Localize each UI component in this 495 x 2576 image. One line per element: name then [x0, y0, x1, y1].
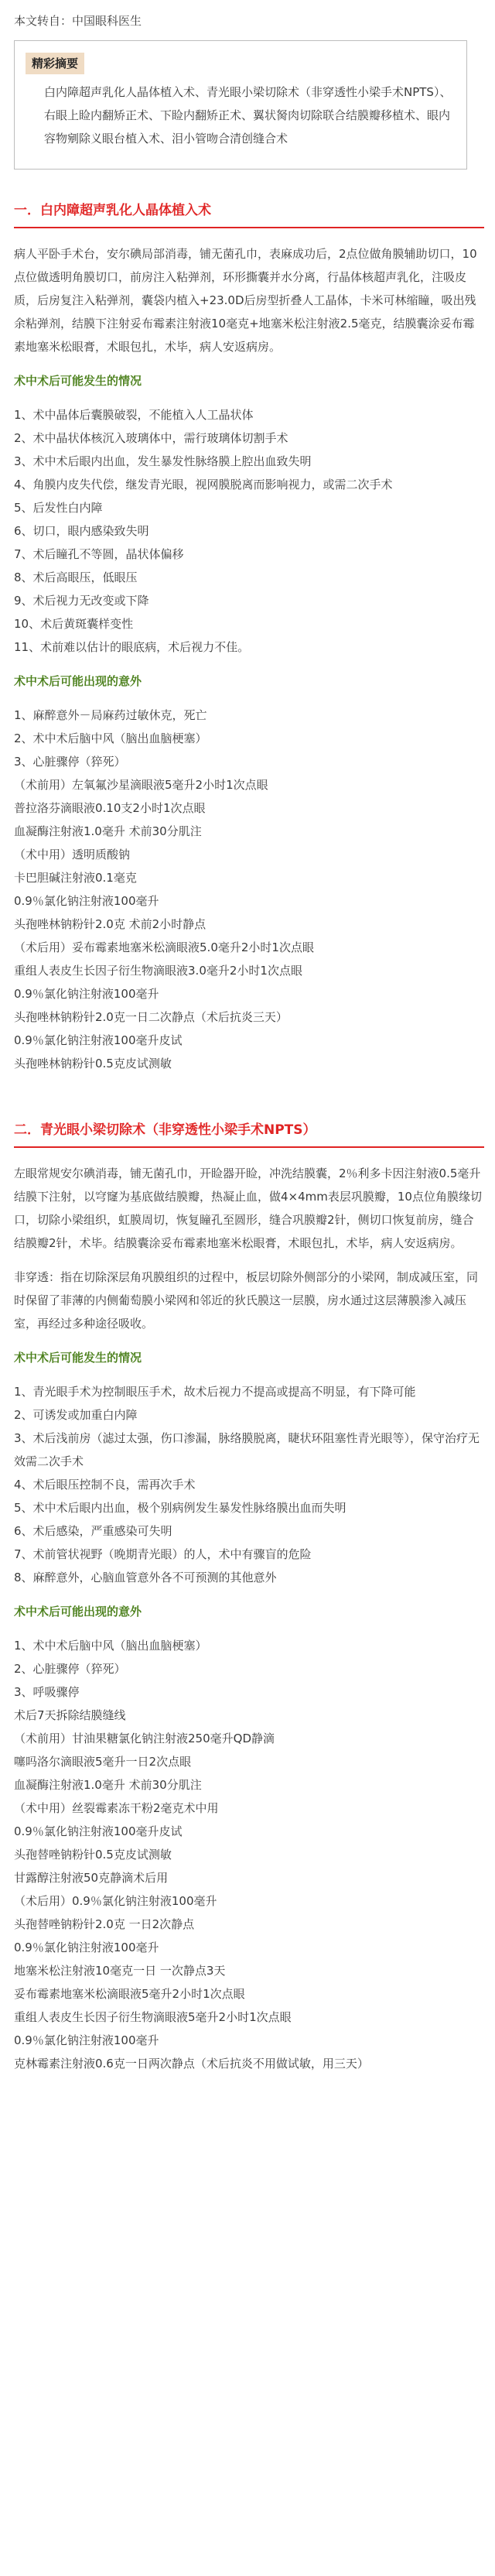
- list-item: 妥布霉素地塞米松滴眼液5毫升2小时1次点眼: [14, 1987, 245, 2001]
- list-item: 0.9％氯化钠注射液100毫升: [14, 2033, 159, 2047]
- section2-accident-heading: 术中术后可能出现的意外: [14, 1605, 142, 1619]
- section1-intraop-heading: 术中术后可能发生的情况: [14, 374, 142, 388]
- section2-intraop-list: [14, 1380, 484, 1589]
- list-item: （术前用）甘油果糖氯化钠注射液250毫升QD静滴: [14, 1732, 275, 1745]
- list-item: 血凝酶注射液1.0毫升 术前30分肌注: [14, 824, 202, 838]
- list-item: 5、后发性白内障: [14, 501, 103, 515]
- section2-heading: 二．青光眼小梁切除术（非穿透性小梁手术NPTS）: [14, 1122, 316, 1138]
- summary-title: 精彩摘要: [26, 53, 84, 74]
- list-item: （术后用）妥布霉素地塞米松滴眼液5.0毫升2小时1次点眼: [14, 940, 314, 954]
- list-item: 头孢唑林钠粉针2.0克一日二次静点（术后抗炎三天）: [14, 1010, 288, 1024]
- list-item: 3、呼吸骤停: [14, 1685, 80, 1699]
- list-item: （术中用）透明质酸钠: [14, 848, 131, 862]
- list-item: 头孢替唑钠粉针2.0克 一日2次静点: [14, 1917, 195, 1931]
- section1-accident-heading: 术中术后可能出现的意外: [14, 674, 142, 688]
- list-item: 0.9％氯化钠注射液100毫升皮试: [14, 1824, 183, 1838]
- list-item: 11、术前难以估计的眼底病，术后视力不佳。: [14, 640, 250, 654]
- list-item: 头孢替唑钠粉针0.5克皮试测敏: [14, 1848, 172, 1862]
- list-item: 重组人表皮生长因子衍生物滴眼液5毫升2小时1次点眼: [14, 2010, 292, 2024]
- list-item: 5、术中术后眼内出血，极个别病例发生暴发性脉络膜出血而失明: [14, 1501, 346, 1515]
- list-item: 3、术中术后眼内出血，发生暴发性脉络膜上腔出血致失明: [14, 454, 312, 468]
- list-item: 7、术后瞳孔不等圆，晶状体偏移: [14, 547, 184, 561]
- list-item: 3、心脏骤停（猝死）: [14, 755, 126, 769]
- list-item: 4、角膜内皮失代偿，继发青光眼，视网膜脱离而影响视力，或需二次手术: [14, 478, 393, 492]
- list-item: 术后7天拆除结膜缝线: [14, 1708, 126, 1722]
- section1-heading: 一．白内障超声乳化人晶体植入术: [14, 203, 211, 218]
- list-item: 8、术后高眼压，低眼压: [14, 570, 138, 584]
- list-item: 血凝酶注射液1.0毫升 术前30分肌注: [14, 1778, 202, 1792]
- section2-divider: [14, 1146, 484, 1148]
- list-item: 重组人表皮生长因子衍生物滴眼液3.0毫升2小时1次点眼: [14, 964, 302, 978]
- list-item: （术后用）0.9％氯化钠注射液100毫升: [14, 1894, 217, 1908]
- summary-text: 白内障超声乳化人晶体植入术、青光眼小梁切除术（非穿透性小梁手术NPTS）、右眼上睑内翻矫正术、下睑内翻矫正术、翼状胬肉切除联合结膜瓣移植术、眼内容物剜除义眼台植入术、泪小管吻合清创缝合术: [44, 85, 452, 146]
- list-item: 4、术后眼压控制不良，需再次手术: [14, 1478, 196, 1492]
- list-item: 2、可诱发或加重白内障: [14, 1408, 138, 1422]
- list-item: 2、心脏骤停（猝死）: [14, 1662, 126, 1676]
- list-item: 噻吗洛尔滴眼液5毫升一日2次点眼: [14, 1755, 192, 1769]
- list-item: 0.9％氯化钠注射液100毫升: [14, 894, 159, 908]
- list-item: 6、切口，眼内感染致失明: [14, 524, 149, 538]
- section2-note: 非穿透：指在切除深层角巩膜组织的过程中，板层切除外侧部分的小梁网，制成减压室，同时保留了菲薄的内侧葡萄膜小梁网和邻近的狄氏膜这一层膜，房水通过这层薄膜渗入减压室，再经过多种途径吸收。: [14, 1270, 479, 1331]
- list-item: （术前用）左氧氟沙星滴眼液5毫升2小时1次点眼: [14, 778, 268, 792]
- list-item: 8、麻醉意外，心脑血管意外各不可预测的其他意外: [14, 1571, 277, 1584]
- list-item: 3、术后浅前房（滤过太强，伤口渗漏，脉络膜脱离，睫状环阻塞性青光眼等），保守治疗无效需二次手术: [14, 1431, 480, 1468]
- list-item: 普拉洛芬滴眼液0.10支2小时1次点眼: [14, 801, 206, 815]
- section1-divider: [14, 227, 484, 228]
- list-item: 10、术后黄斑囊样变性: [14, 617, 134, 631]
- section2-accident-list: [14, 1634, 484, 2075]
- section1-accident-list: [14, 704, 484, 1075]
- list-item: 1、青光眼手术为控制眼压手术，故术后视力不提高或提高不明显，有下降可能: [14, 1385, 416, 1399]
- list-item: 2、术中术后脑中风（脑出血脑梗塞）: [14, 731, 207, 745]
- list-item: 6、术后感染，严重感染可失明: [14, 1524, 172, 1538]
- section1-procedure: 病人平卧手术台，安尔碘局部消毒，铺无菌孔巾，表麻成功后，2点位做角膜辅助切口，10点位做透明角膜切口，前房注入粘弹剂，环形撕囊并水分离，行晶体核超声乳化，注吸皮质，后房复注入粘弹剂，囊袋内植入+23.0D后房型折叠人工晶体，卡米可林缩瞳，吸出残余粘弹剂，结膜下注射妥布霉素注射液10毫克+地塞米松注射液2.5毫克，结膜囊涂妥布霉素地塞米松眼膏，术眼包扎，术毕，病人安返病房。: [14, 247, 477, 354]
- list-item: 0.9％氯化钠注射液100毫升: [14, 1941, 159, 1954]
- section2-intraop-heading: 术中术后可能发生的情况: [14, 1351, 142, 1365]
- list-item: 头孢唑林钠粉针0.5克皮试测敏: [14, 1057, 172, 1070]
- list-item: （术中用）丝裂霉素冻干粉2毫克术中用: [14, 1801, 219, 1815]
- list-item: 0.9％氯化钠注射液100毫升: [14, 987, 159, 1001]
- list-item: 2、术中晶状体核沉入玻璃体中，需行玻璃体切割手术: [14, 431, 288, 445]
- list-item: 1、术中术后脑中风（脑出血脑梗塞）: [14, 1639, 207, 1653]
- list-item: 卡巴胆碱注射液0.1毫克: [14, 871, 137, 885]
- section1-intraop-list: [14, 403, 484, 659]
- list-item: 克林霉素注射液0.6克一日两次静点（术后抗炎不用做试敏，用三天）: [14, 2057, 369, 2071]
- summary-box: [14, 40, 467, 170]
- list-item: 9、术后视力无改变或下降: [14, 594, 149, 608]
- list-item: 1、术中晶体后囊膜破裂，不能植入人工晶状体: [14, 408, 254, 422]
- article-source: 本文转自：中国眼科医生: [14, 14, 142, 28]
- list-item: 甘露醇注射液50克静滴术后用: [14, 1871, 169, 1885]
- list-item: 7、术前管状视野（晚期青光眼）的人，术中有骤盲的危险: [14, 1547, 312, 1561]
- list-item: 0.9％氯化钠注射液100毫升皮试: [14, 1033, 183, 1047]
- section2-procedure: 左眼常规安尔碘消毒，铺无菌孔巾，开睑器开睑，冲洗结膜囊，2％利多卡因注射液0.5毫升结膜下注射，以穹窿为基底做结膜瓣，热凝止血，做4×4mm表层巩膜瓣，10点位角膜缘切口，切除小梁组织，虹膜周切，恢复瞳孔至圆形，缝合巩膜瓣2针，侧切口恢复前房，缝合结膜瓣2针，术毕。结膜囊涂妥布霉素地塞米松眼膏，术眼包扎，术毕，病人安返病房。: [14, 1166, 482, 1250]
- list-item: 1、麻醉意外－局麻药过敏休克，死亡: [14, 708, 207, 722]
- list-item: 头孢唑林钠粉针2.0克 术前2小时静点: [14, 917, 207, 931]
- list-item: 地塞米松注射液10毫克一日 一次静点3天: [14, 1964, 226, 1978]
